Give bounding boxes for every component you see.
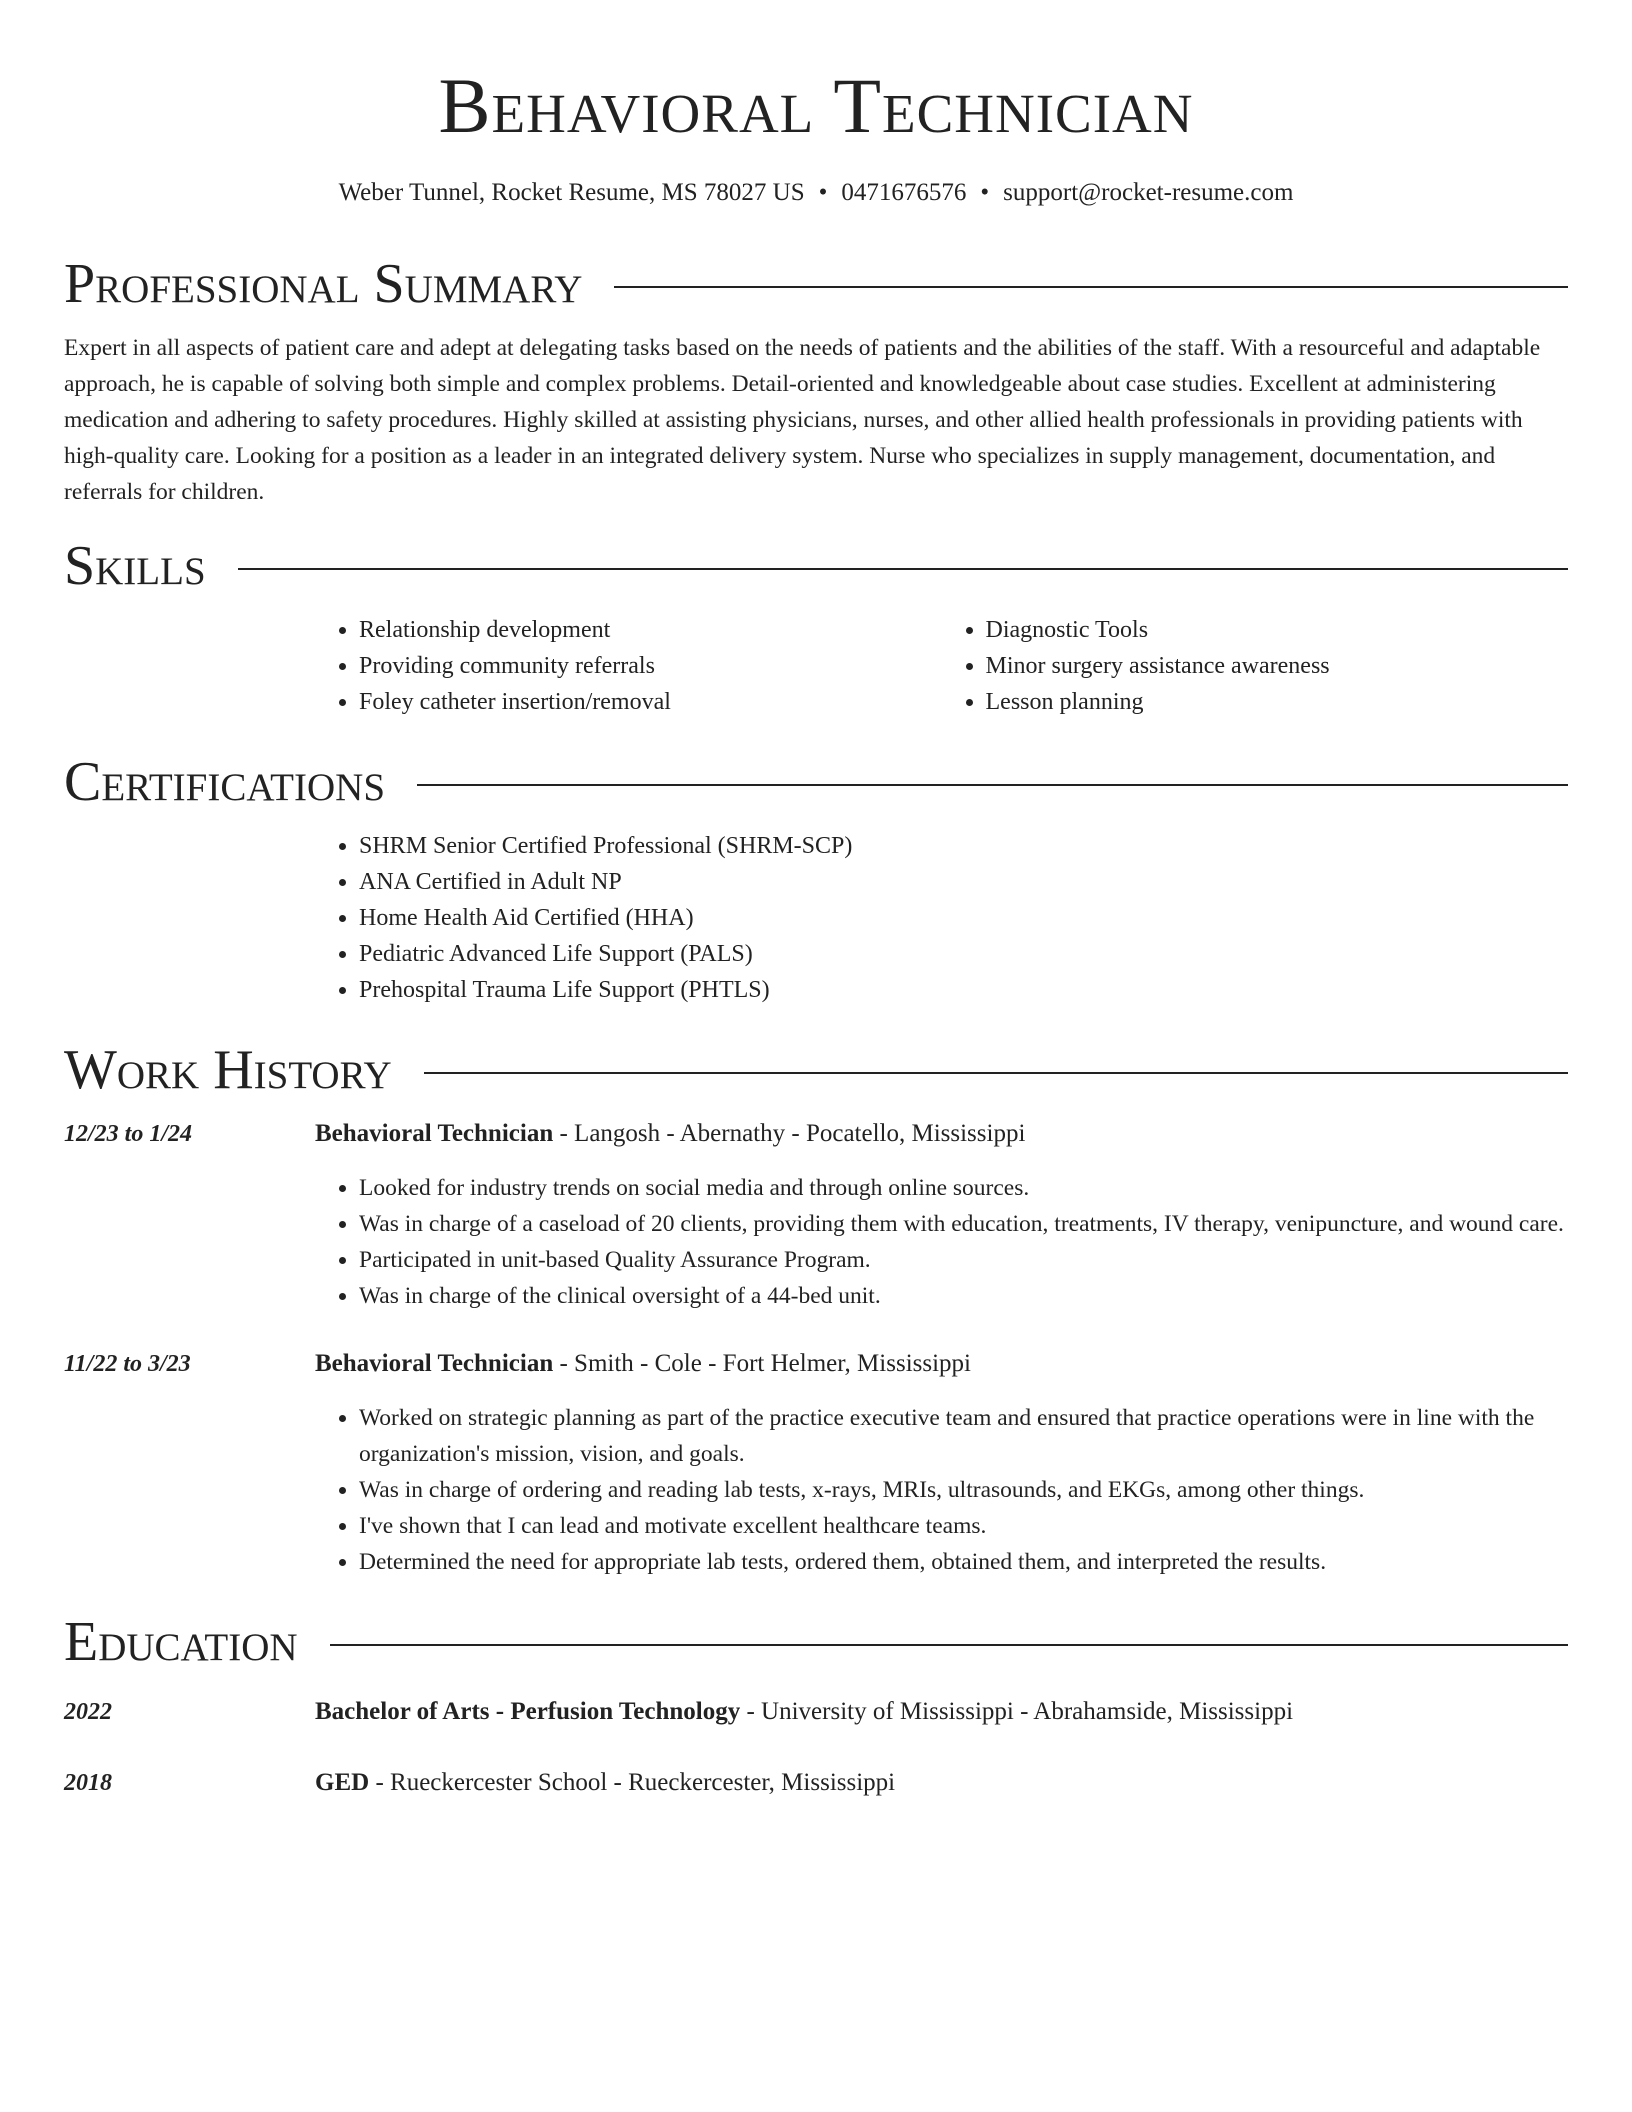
work-heading: Work History — [64, 1039, 392, 1101]
work-section-header — [64, 1038, 1568, 1102]
certification-item: • Home Health Aid Certified (HHA) — [359, 900, 1568, 936]
education-entry — [64, 1694, 1568, 1730]
section-divider — [238, 568, 1568, 570]
education-heading-line — [315, 1694, 1293, 1730]
certifications-section-header — [64, 750, 1568, 814]
email: support@rocket-resume.com — [1003, 179, 1294, 206]
section-divider — [417, 784, 1568, 786]
certification-item: • ANA Certified in Adult NP — [359, 864, 1568, 900]
job-bullet: • Looked for industry trends on social media and through online sources. — [359, 1170, 1568, 1206]
skill-item: • Relationship development — [359, 612, 942, 648]
job-dates: 12/23 to 1/24 — [64, 1121, 193, 1147]
job-dates: 11/22 to 3/23 — [64, 1351, 191, 1377]
skill-item: • Providing community referrals — [359, 648, 942, 684]
job-bullet: • I've shown that I can lead and motivate excellent healthcare teams. — [359, 1508, 1568, 1544]
education-entry — [64, 1765, 1568, 1801]
address: Weber Tunnel, Rocket Resume, MS 78027 US — [338, 179, 805, 206]
education-details: - Rueckercester School - Rueckercester, Mississippi — [369, 1769, 896, 1796]
job-heading — [315, 1116, 1568, 1152]
job-heading — [315, 1346, 1568, 1382]
job-title: Behavioral Technician — [315, 1350, 554, 1377]
contact-line — [64, 176, 1568, 210]
job-title: Behavioral Technician — [315, 1120, 554, 1147]
education-details: - University of Mississippi - Abrahamside, Mississippi — [740, 1698, 1294, 1725]
job-body — [315, 1116, 1568, 1314]
section-divider — [424, 1072, 1568, 1074]
skill-item: • Foley catheter insertion/removal — [359, 684, 942, 720]
skill-item: • Diagnostic Tools — [986, 612, 1569, 648]
job-details: - Smith - Cole - Fort Helmer, Mississippi — [553, 1350, 971, 1377]
education-section-header — [64, 1610, 1568, 1674]
job-bullet: • Worked on strategic planning as part of the practice executive team and ensured that practice operations were in line with the organization's mission, vision, and goals. — [359, 1400, 1568, 1472]
section-divider — [614, 286, 1568, 288]
certification-item: • Prehospital Trauma Life Support (PHTLS) — [359, 972, 1568, 1008]
job-bullet: • Was in charge of a caseload of 20 clients, providing them with education, treatments, IV therapy, venipuncture, and wound care. — [359, 1206, 1568, 1242]
job-bullets — [315, 1400, 1568, 1580]
candidate-name: Behavioral Technician — [438, 62, 1194, 149]
certifications-list — [315, 828, 1568, 1008]
job-entry — [64, 1116, 1568, 1314]
resume-page — [64, 0, 1568, 1801]
skill-item: • Minor surgery assistance awareness — [986, 648, 1569, 684]
certification-item: • Pediatric Advanced Life Support (PALS) — [359, 936, 1568, 972]
education-heading-line — [315, 1765, 895, 1801]
summary-heading: Professional Summary — [64, 253, 583, 315]
skills-section-header — [64, 534, 1568, 598]
job-bullet: • Determined the need for appropriate lab tests, ordered them, obtained them, and interpreted the results. — [359, 1544, 1568, 1580]
education-degree: GED — [315, 1769, 370, 1796]
certification-item: • SHRM Senior Certified Professional (SHRM-SCP) — [359, 828, 1568, 864]
job-body — [315, 1346, 1568, 1580]
job-bullet: • Was in charge of the clinical oversight of a 44-bed unit. — [359, 1278, 1568, 1314]
summary-section-header — [64, 252, 1568, 316]
job-bullet: • Participated in unit-based Quality Assurance Program. — [359, 1242, 1568, 1278]
separator-dot: • — [818, 179, 828, 206]
job-details: - Langosh - Abernathy - Pocatello, Mississippi — [553, 1120, 1026, 1147]
skill-item: • Lesson planning — [986, 684, 1569, 720]
job-bullets — [315, 1170, 1568, 1314]
job-entry — [64, 1346, 1568, 1580]
certifications-heading: Certifications — [64, 751, 386, 813]
summary-text: Expert in all aspects of patient care and adept at delegating tasks based on the needs of patients and the abilities of the staff. With a resourceful and adaptable approach, he is capable of solving both simple and complex problems. Detail-oriented and knowledgeable about case studies. Excellent at administering medication and adhering to safety procedures. Highly skilled at assisting physicians, nurses, and other allied health professionals in providing patients with high-quality care. Looking for a position as a leader in an integrated delivery system. Nurse who specializes in supply management, documentation, and referrals for children. — [64, 335, 1541, 505]
education-year: 2018 — [64, 1770, 112, 1796]
job-bullet: • Was in charge of ordering and reading lab tests, x-rays, MRIs, ultrasounds, and EKGs, among other things. — [359, 1472, 1568, 1508]
education-degree: Bachelor of Arts - Perfusion Technology — [315, 1698, 741, 1725]
education-heading: Education — [64, 1611, 298, 1673]
separator-dot: • — [980, 179, 990, 206]
skills-list — [315, 612, 1568, 720]
education-year: 2022 — [64, 1699, 112, 1725]
phone: 0471676576 — [841, 179, 967, 206]
skills-column-left — [315, 612, 942, 720]
section-divider — [330, 1644, 1568, 1646]
skills-column-right — [942, 612, 1569, 720]
skills-heading: Skills — [64, 535, 206, 597]
